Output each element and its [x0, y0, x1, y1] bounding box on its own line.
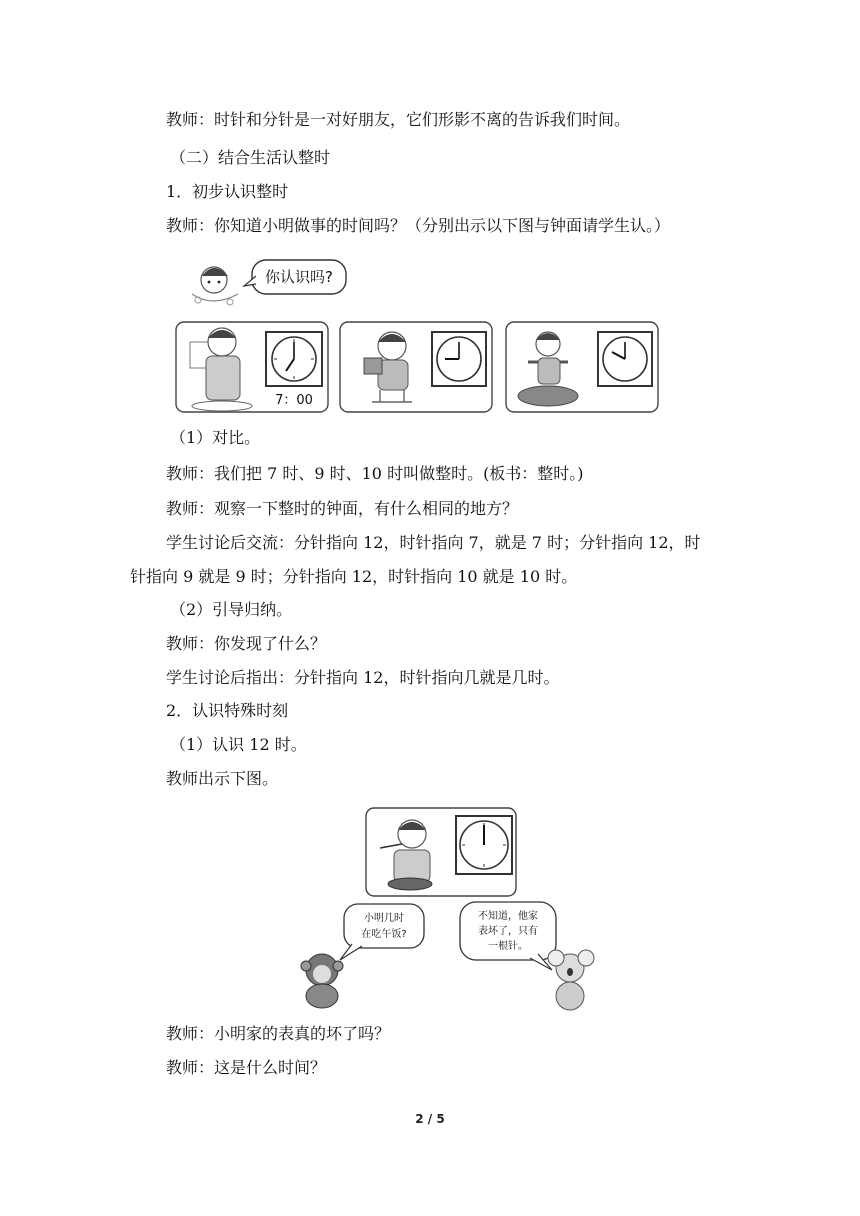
text-line-13: （1）认识 12 时。: [170, 735, 307, 754]
figure-lunch-clock: [0, 800, 860, 1020]
clock-time-label: 7：00: [275, 393, 313, 408]
monkey-bubble-line-1: 小明几时: [364, 913, 404, 924]
text-line-11: 学生讨论后指出：分针指向 12，时针指向几就是几时。: [166, 668, 560, 687]
text-line-16: 教师：这是什么时间？: [166, 1058, 327, 1077]
scene-panel-3: [506, 322, 658, 412]
boy-illustration: [192, 267, 238, 305]
koala-speech-bubble: [460, 902, 556, 970]
subsection-heading-2: 2．认识特殊时刻: [166, 701, 289, 720]
subsection-heading: 1．初步认识整时: [166, 182, 289, 201]
text-line-10: 教师：你发现了什么？: [166, 634, 327, 653]
figure-activities-clocks: [0, 246, 860, 416]
section-heading: （二）结合生活认整时: [170, 148, 331, 167]
text-line-8b: 针指向 9 就是 9 时；分针指向 12，时针指向 10 就是 10 时。: [130, 567, 578, 586]
monkey-speech-bubble: [340, 904, 424, 960]
monkey-bubble-line-2: 在吃午饭?: [361, 929, 407, 940]
scene-panel-2: [340, 322, 492, 412]
koala-bubble-line-3: 一根针。: [488, 941, 528, 952]
text-line-8a: 学生讨论后交流：分针指向 12，时针指向 7，就是 7 时；分针指向 12，时: [166, 533, 701, 552]
text-line-15: 教师：小明家的表真的坏了吗？: [166, 1024, 391, 1043]
text-line-9: （2）引导归纳。: [170, 600, 293, 619]
text-line-1: 教师：时针和分针是一对好朋友，它们形影不离的告诉我们时间。: [166, 110, 631, 129]
page-number: 2 / 5: [415, 1112, 445, 1126]
text-line-6: 教师：我们把 7 时、9 时、10 时叫做整时。(板书：整时。): [166, 464, 584, 483]
lunch-scene-panel: [366, 808, 516, 896]
monkey-illustration: [301, 954, 343, 1008]
koala-bubble-line-2: 表坏了，只有: [478, 926, 538, 937]
text-line-7: 教师：观察一下整时的钟面，有什么相同的地方？: [166, 499, 519, 518]
scene-panel-1: [176, 322, 328, 412]
koala-illustration: [548, 950, 594, 1010]
koala-bubble-line-1: 不知道，他家: [478, 911, 538, 922]
speech-bubble: [244, 260, 346, 294]
bubble-text: 你认识吗?: [265, 268, 333, 286]
text-line-14: 教师出示下图。: [166, 769, 279, 788]
text-line-4: 教师：你知道小明做事的时间吗？（分别出示以下图与钟面请学生认。）: [166, 216, 671, 235]
text-line-5: （1）对比。: [170, 428, 261, 447]
